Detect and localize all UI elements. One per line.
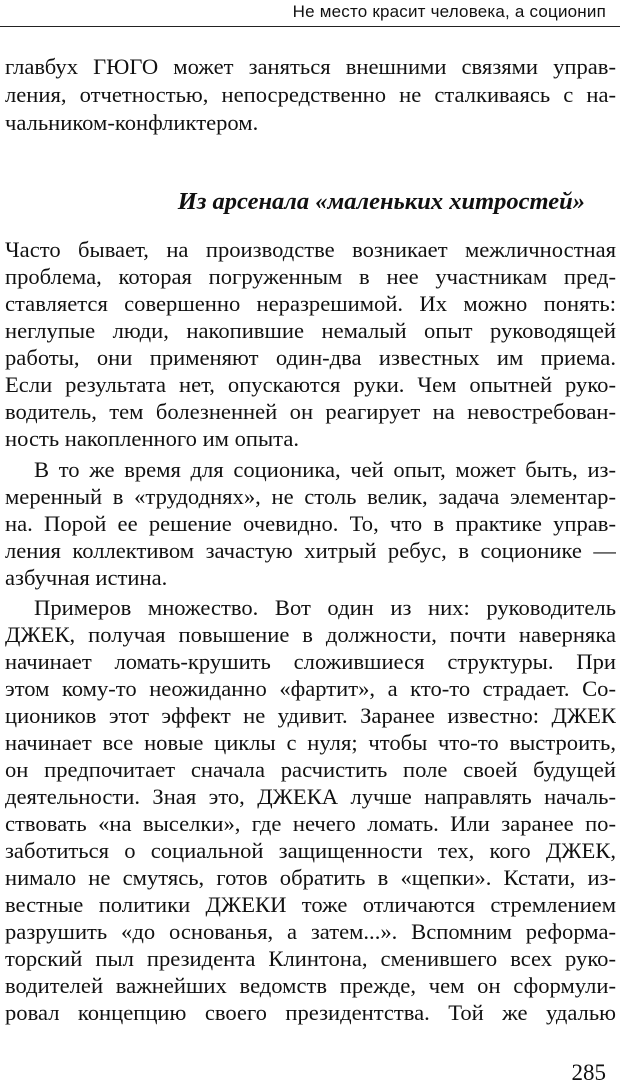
text-line: водитель, тем болезненней он реагирует на невостребован- <box>5 399 616 424</box>
running-header: Не место красит человека, а соционип <box>292 2 606 21</box>
text-line: на. Порой ее решение очевидно. То, что в практике управ- <box>5 511 616 536</box>
text-line: меренный в «трудоднях», не столь велик, задача элементар- <box>5 484 616 509</box>
text-line: Примеров множество. Вот один из них: руководитель <box>34 595 616 620</box>
text-line: главбух ГЮГО может заняться внешними связями управ- <box>5 54 616 79</box>
text-line: Часто бывает, на производстве возникает межличностная <box>5 237 616 262</box>
text-line: работы, они применяют один-два известных им приема. <box>5 345 616 370</box>
text-line: заботиться о социальной защищенности тех, кого ДЖЕК, <box>5 838 616 863</box>
text-line: разрушить «до основанья, а затем...». Вспомним реформа- <box>5 919 616 944</box>
section-title: Из арсенала «маленьких хитростей» <box>177 188 585 215</box>
text-line: этом кому-то неожиданно «фартит», а кто-то страдает. Со- <box>5 676 616 701</box>
text-line: деятельности. Зная это, ДЖЕКА лучше направлять началь- <box>5 784 616 809</box>
text-line: нимало не смутясь, готов обратить в «щепки». Кстати, из- <box>5 865 616 890</box>
text-line: торский пыл президента Клинтона, сменившего всех руко- <box>5 946 616 971</box>
page-number: 285 <box>571 1060 606 1085</box>
text-line: ность накопленного им опыта. <box>5 426 300 451</box>
text-line: циоников этот эффект не удивит. Заранее известно: ДЖЕК <box>5 703 616 728</box>
text-line: ДЖЕК, получая повышение в должности, почти наверняка <box>5 622 616 647</box>
text-line: ления, отчетностью, непосредственно не сталкиваясь с на- <box>5 82 616 107</box>
text-line: он предпочитает сначала расчистить поле своей будущей <box>5 757 616 782</box>
header-rule <box>0 26 620 27</box>
text-line: проблема, которая погруженным в нее участникам пред- <box>5 264 616 289</box>
text-line: начинает ломать-крушить сложившиеся структуры. При <box>5 649 616 674</box>
text-line: чальником-конфликтером. <box>5 110 259 135</box>
text-line: азбучная истина. <box>5 565 168 590</box>
text-line: ствовать «на выселки», где нечего ломать. Или заранее по- <box>5 811 616 836</box>
text-line: ления коллективом зачастую хитрый ребус, в соционике — <box>5 538 616 563</box>
text-line: ровал концепцию своего президентства. Той же удалью <box>5 1000 616 1025</box>
text-line: начинает все новые циклы с нуля; чтобы что-то выстроить, <box>5 730 616 755</box>
text-line: Если результата нет, опускаются руки. Чем опытней руко- <box>5 372 616 397</box>
text-line: В то же время для соционика, чей опыт, может быть, из- <box>34 457 616 482</box>
text-line: вестные политики ДЖЕКИ тоже отличаются стремлением <box>5 892 616 917</box>
text-line: ставляется совершенно неразрешимой. Их можно понять: <box>5 291 616 316</box>
text-line: водителей важнейших ведомств прежде, чем он сформули- <box>5 973 616 998</box>
text-line: неглупые люди, накопившие немалый опыт руководящей <box>5 318 616 343</box>
